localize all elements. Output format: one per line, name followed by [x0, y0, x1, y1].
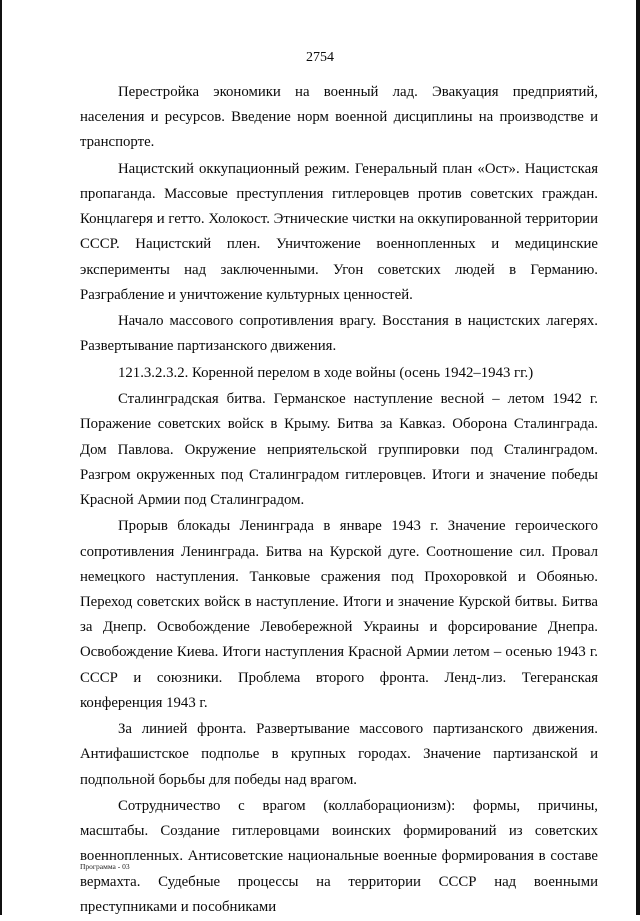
document-body [80, 80, 598, 921]
paragraph-resistance: Начало массового сопротивления врагу. Восстания в нацистских лагерях. Развертывание партизанского движения. [80, 313, 598, 355]
scan-edge-right [636, 0, 640, 915]
paragraph-collaboration: Сотрудничество с врагом (коллаборационизм): формы, причины, масштабы. Создание гитлеровцами воинских формирований из советских военнопленных. Антисоветские национальные военные формирования в составе вермахта. Судебные процессы на территории СССР над военными преступниками и пособниками [80, 798, 598, 915]
scan-edge-left [0, 0, 2, 915]
paragraph-economy: Перестройка экономики на военный лад. Эвакуация предприятий, населения и ресурсов. Введение норм военной дисциплины на производстве и транспорте. [80, 84, 598, 151]
page-number: 2754 [306, 50, 334, 65]
paragraph-stalingrad: Сталинградская битва. Германское наступление весной – летом 1942 г. Поражение советских войск в Крыму. Битва за Кавказ. Оборона Сталинграда. Дом Павлова. Окружение неприятельской группировки под Сталинградом. Разгром окруженных под Сталинградом гитлеровцев. Итоги и значение победы Красной Армии под Сталинградом. [80, 391, 598, 508]
paragraph-occupation-regime: Нацистский оккупационный режим. Генеральный план «Ост». Нацистская пропаганда. Массовые преступления гитлеровцев против советских граждан. Концлагеря и гетто. Холокост. Этнические чистки на оккупированной территории СССР. Нацистский плен. Уничтожение военнопленных и медицинские эксперименты над заключенными. Угон советских людей в Германию. Разграбление и уничтожение культурных ценностей. [80, 160, 598, 303]
section-heading: 121.3.2.3.2. Коренной перелом в ходе войны (осень 1942–1943 гг.) [118, 364, 534, 381]
paragraph-leningrad-kursk: Прорыв блокады Ленинграда в январе 1943 г. Значение героического сопротивления Ленинграда. Битва на Курской дуге. Соотношение сил. Провал немецкого наступления. Танковые сражения под Прохоровкой и Обоянью. Переход советских войск в наступление. Итоги и значение Курской битвы. Битва за Днепр. Освобождение Левобережной Украины и форсирование Днепра. Освобождение Киева. Итоги наступления Красной Армии летом – осенью 1943 г. СССР и союзники. Проблема второго фронта. Ленд-лиз. Тегеранская конференция 1943 г. [80, 518, 598, 711]
footer-note: Программа - 03 [80, 862, 130, 871]
paragraph-partisans: За линией фронта. Развертывание массового партизанского движения. Антифашистское подполье в крупных городах. Значение партизанской и подпольной борьбы для победы над врагом. [80, 721, 598, 788]
